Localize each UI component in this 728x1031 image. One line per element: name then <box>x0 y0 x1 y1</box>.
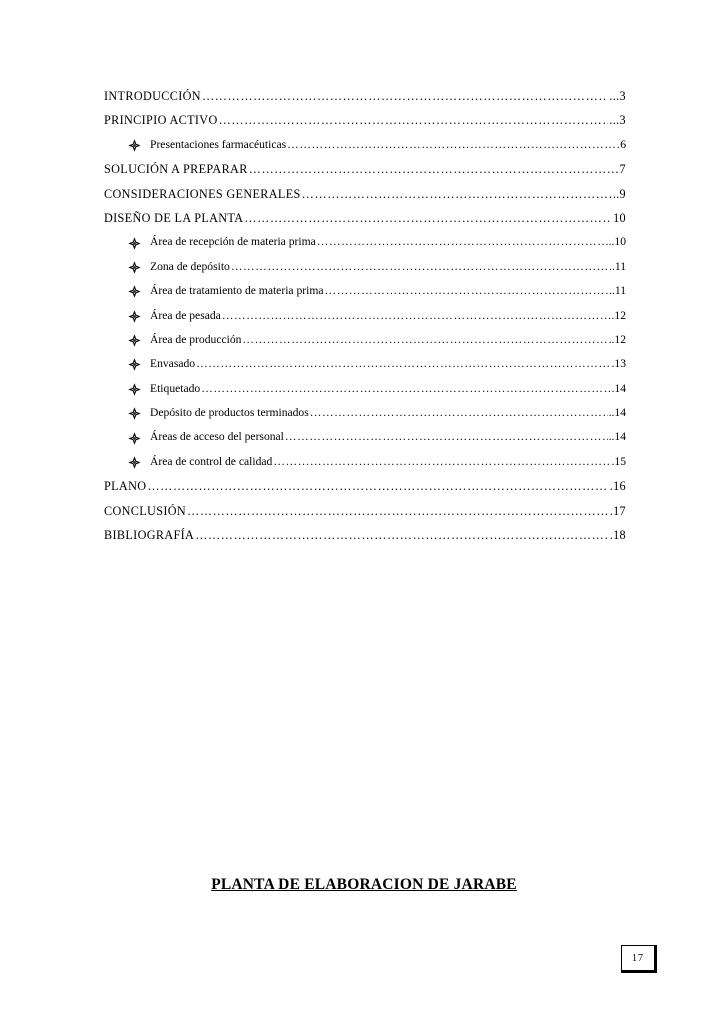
toc-entry[interactable] <box>104 501 626 525</box>
diamond-bullet-icon <box>128 237 150 250</box>
dot-leader <box>317 232 608 252</box>
toc-entry-label: Área de recepción de materia prima <box>150 235 316 249</box>
toc-entry-label: BIBLIOGRAFÍA <box>104 528 195 543</box>
toc-entry[interactable] <box>104 184 626 208</box>
dot-leader <box>285 427 608 447</box>
toc-entry-page: .14 <box>611 381 626 395</box>
toc-entry-label: Depósito de productos terminados <box>150 406 309 420</box>
toc-entry-page: .12 <box>611 308 626 322</box>
toc-subentry[interactable] <box>104 232 626 256</box>
dot-leader <box>273 452 610 472</box>
toc-entry-page: .9 <box>616 186 626 201</box>
toc-entry-label: Área de tratamiento de materia prima <box>150 284 324 298</box>
toc-subentry[interactable] <box>104 135 626 159</box>
toc-entry-label: PLANO <box>104 479 147 494</box>
toc-subentry[interactable] <box>104 306 626 330</box>
toc-entry-label: DISEÑO DE LA PLANTA <box>104 210 244 225</box>
diamond-bullet-icon <box>128 310 150 323</box>
dot-leader <box>325 281 609 301</box>
toc-subentry[interactable] <box>104 281 626 305</box>
page-number-box <box>621 945 657 973</box>
diamond-bullet-icon <box>128 383 150 396</box>
toc-subentry[interactable] <box>104 379 626 403</box>
diamond-bullet-icon <box>128 407 150 420</box>
toc-entry-label: Envasado <box>150 357 196 371</box>
toc-entry[interactable] <box>104 86 626 110</box>
dot-leader <box>310 403 608 423</box>
dot-leader <box>196 354 610 374</box>
toc-entry[interactable] <box>104 525 626 549</box>
toc-entry-page: ..11 <box>609 284 626 298</box>
diamond-bullet-icon <box>128 139 150 152</box>
toc-entry-label: Área de control de calidad <box>150 454 273 468</box>
diamond-bullet-icon <box>128 285 150 298</box>
toc-entry-page: ..14 <box>608 406 626 420</box>
toc-entry-label: Zona de depósito <box>150 259 230 273</box>
toc-entry-page: .16 <box>609 479 626 494</box>
diamond-bullet-icon <box>128 456 150 469</box>
toc-entry-label: CONSIDERACIONES GENERALES <box>104 186 301 201</box>
dot-leader <box>242 330 610 350</box>
dot-leader <box>219 110 609 130</box>
dot-leader <box>195 525 609 545</box>
toc-entry-label: INTRODUCCIÓN <box>104 89 201 103</box>
toc-entry[interactable] <box>104 159 626 183</box>
toc-entry-page: 10 <box>613 210 626 225</box>
toc-entry[interactable] <box>104 208 626 232</box>
page-number: 17 <box>632 952 644 964</box>
dot-leader <box>231 257 611 277</box>
diamond-bullet-icon <box>128 261 150 274</box>
toc-entry[interactable] <box>104 110 626 134</box>
toc-subentry[interactable] <box>104 257 626 281</box>
toc-subentry[interactable] <box>104 427 626 451</box>
toc-entry-page: .11 <box>611 259 626 273</box>
toc-entry-page: .12 <box>611 332 626 346</box>
toc-entry-page: ..10 <box>608 235 626 249</box>
diamond-bullet-icon <box>128 334 150 347</box>
toc-entry-label: Etiquetado <box>150 381 201 395</box>
toc-entry-label: Área de producción <box>150 332 242 346</box>
toc-entry-page: 7 <box>619 162 626 177</box>
toc-subentry[interactable] <box>104 330 626 354</box>
dot-leader <box>202 86 608 106</box>
toc-entry-page: .18 <box>609 528 626 543</box>
toc-entry-page: .17 <box>609 503 626 518</box>
toc-subentry[interactable] <box>104 403 626 427</box>
toc-subentry[interactable] <box>104 452 626 476</box>
toc-subentry[interactable] <box>104 354 626 378</box>
toc-entry-label: Área de pesada <box>150 308 221 322</box>
toc-entry-page: ...3 <box>609 113 626 128</box>
toc-entry-label: Presentaciones farmacéuticas <box>150 137 287 151</box>
toc-entry-label: PRINCIPIO ACTIVO <box>104 113 218 128</box>
dot-leader <box>222 306 611 326</box>
toc-entry-label: Áreas de acceso del personal <box>150 430 284 444</box>
dot-leader <box>249 159 619 179</box>
dot-leader <box>287 135 619 155</box>
toc-entry-page: 6 <box>620 137 626 151</box>
dot-leader <box>187 501 609 521</box>
document-title: PLANTA DE ELABORACION DE JARABE <box>211 876 517 893</box>
toc-entry-label: SOLUCIÓN A PREPARAR <box>104 162 248 177</box>
toc-entry-label: CONCLUSIÓN <box>104 503 187 518</box>
dot-leader <box>201 379 610 399</box>
dot-leader <box>302 184 616 204</box>
diamond-bullet-icon <box>128 358 150 371</box>
table-of-contents <box>104 86 626 549</box>
toc-entry-page: ...3 <box>609 89 626 103</box>
toc-entry-page: .15 <box>611 454 626 468</box>
toc-entry[interactable] <box>104 476 626 500</box>
diamond-bullet-icon <box>128 432 150 445</box>
toc-entry-page: .13 <box>611 357 626 371</box>
dot-leader <box>147 476 608 496</box>
toc-entry-page: ..14 <box>608 430 626 444</box>
dot-leader <box>244 208 612 228</box>
